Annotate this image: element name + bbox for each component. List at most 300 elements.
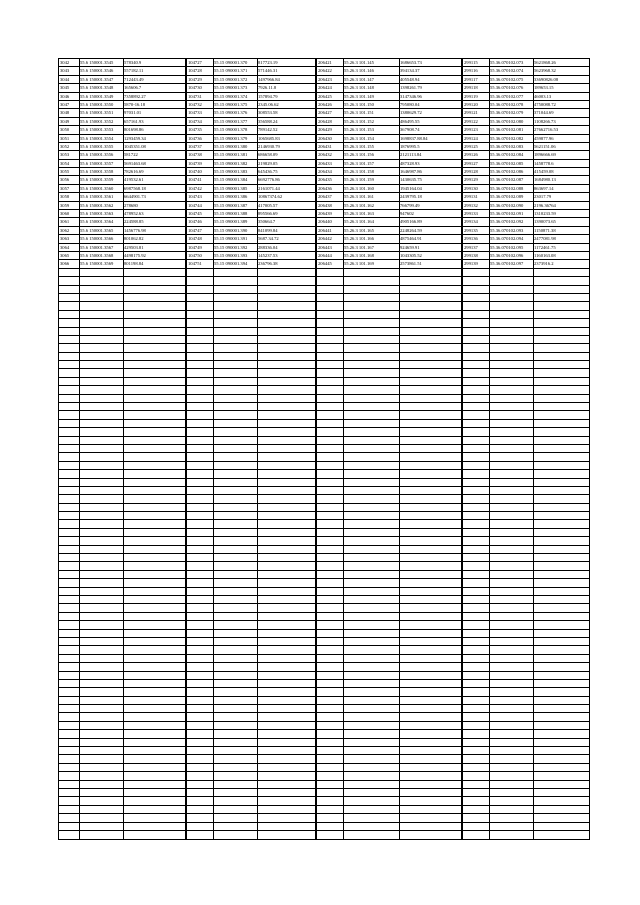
code-cell: 55.36.070102.085 bbox=[490, 160, 524, 166]
table-row bbox=[317, 411, 461, 419]
table-row bbox=[463, 688, 589, 696]
table-row bbox=[187, 302, 315, 310]
code-cell: 55.15 090001.370 bbox=[214, 60, 248, 65]
code-cell: 55.26.3 101.169 bbox=[344, 261, 374, 267]
code-cell: 55.26.3 101.154 bbox=[344, 135, 374, 141]
table-row bbox=[187, 512, 315, 520]
code-cell: 55.36.070102.093 bbox=[490, 227, 524, 233]
row-id-cell: 206441 bbox=[318, 227, 332, 233]
table-row bbox=[463, 487, 589, 495]
table-row bbox=[463, 613, 589, 621]
table-row bbox=[317, 512, 461, 520]
table-row bbox=[59, 76, 185, 84]
row-id-cell: 104745 bbox=[188, 211, 202, 217]
table-row bbox=[187, 168, 315, 176]
table-row bbox=[187, 260, 315, 268]
row-id-cell: 299115 bbox=[464, 60, 478, 65]
value-cell: 308553.58 bbox=[258, 110, 278, 116]
table-row bbox=[187, 806, 315, 814]
row-id-cell: 299129 bbox=[464, 177, 478, 183]
table-row bbox=[59, 814, 185, 822]
table-row bbox=[317, 831, 461, 839]
table-row bbox=[59, 185, 185, 193]
table-row bbox=[59, 378, 185, 386]
table-row bbox=[187, 470, 315, 478]
table-row bbox=[59, 277, 185, 285]
code-cell: 55.6 150001.3555 bbox=[80, 143, 114, 149]
value-cell: 7926.11.8 bbox=[258, 85, 277, 91]
table-row bbox=[317, 160, 461, 168]
row-id-cell: 299121 bbox=[464, 110, 478, 116]
table-row bbox=[187, 495, 315, 503]
value-cell: 367908.74 bbox=[400, 127, 420, 133]
code-cell: 55.36.070102.080 bbox=[490, 118, 524, 124]
table-row bbox=[317, 361, 461, 369]
code-cell: 55.6 150001.3548 bbox=[80, 85, 114, 91]
table-row bbox=[463, 672, 589, 680]
table-row bbox=[317, 546, 461, 554]
value-cell: 46003.13 bbox=[534, 93, 552, 99]
table-row bbox=[187, 395, 315, 403]
code-cell: 55.26.3 101.165 bbox=[344, 227, 374, 233]
value-cell: 4750088.72 bbox=[534, 101, 556, 107]
code-cell: 55.15 090001.386 bbox=[214, 194, 248, 200]
row-id-cell: 299118 bbox=[464, 85, 478, 91]
value-cell: 459877.96 bbox=[534, 135, 554, 141]
code-cell: 55.6 150001.3556 bbox=[80, 152, 114, 158]
row-id-cell: 206429 bbox=[318, 127, 332, 133]
table-row bbox=[59, 823, 185, 831]
code-cell: 55.36.070102.079 bbox=[490, 110, 524, 116]
table-row bbox=[463, 84, 589, 92]
table-row bbox=[317, 579, 461, 587]
table-row bbox=[317, 588, 461, 596]
value-cell: 429503.81 bbox=[124, 244, 144, 250]
code-cell: 55.26.3 101.166 bbox=[344, 236, 374, 242]
row-id-cell: 3048 bbox=[60, 110, 70, 116]
table-row bbox=[59, 311, 185, 319]
code-cell: 55.15 090001.384 bbox=[214, 177, 248, 183]
table-row bbox=[317, 302, 461, 310]
table-row bbox=[187, 554, 315, 562]
table-row bbox=[59, 437, 185, 445]
table-row bbox=[187, 420, 315, 428]
value-cell: 1380629.72 bbox=[400, 110, 422, 116]
table-row bbox=[59, 269, 185, 277]
table-row bbox=[59, 479, 185, 487]
table-column-block-2 bbox=[186, 58, 316, 840]
value-cell: 1108266.73 bbox=[534, 118, 556, 124]
table-row bbox=[463, 781, 589, 789]
row-id-cell: 104731 bbox=[188, 93, 202, 99]
value-cell: 417005.57 bbox=[258, 202, 278, 208]
table-row bbox=[187, 764, 315, 772]
code-cell: 55.36.070102.078 bbox=[490, 101, 524, 107]
table-row bbox=[187, 118, 315, 126]
row-id-cell: 206437 bbox=[318, 194, 332, 200]
table-row bbox=[317, 537, 461, 545]
value-cell: 10867374.62 bbox=[258, 194, 283, 200]
value-cell: 5870-16.18 bbox=[124, 101, 146, 107]
value-cell: 2573861.51 bbox=[400, 261, 422, 267]
value-cell: 3147346.96 bbox=[400, 93, 422, 99]
table-row bbox=[59, 193, 185, 201]
table-row bbox=[59, 235, 185, 243]
value-cell: 1045351.08 bbox=[124, 143, 146, 149]
code-cell: 55.15 090001.381 bbox=[214, 152, 248, 158]
table-row bbox=[59, 797, 185, 805]
value-cell: 571446.31 bbox=[258, 68, 278, 74]
value-cell: 801698.86 bbox=[124, 127, 144, 133]
value-cell: 841099.84 bbox=[258, 227, 278, 233]
code-cell: 55.36.070102.096 bbox=[490, 252, 524, 258]
value-cell: 1684980.13 bbox=[534, 177, 556, 183]
table-row bbox=[187, 579, 315, 587]
table-row bbox=[463, 495, 589, 503]
row-id-cell: 206426 bbox=[318, 101, 332, 107]
table-row bbox=[463, 630, 589, 638]
table-row bbox=[59, 84, 185, 92]
table-row bbox=[463, 713, 589, 721]
code-cell: 55.6 150001.3549 bbox=[80, 93, 114, 99]
table-row bbox=[187, 713, 315, 721]
row-id-cell: 104732 bbox=[188, 101, 202, 107]
row-id-cell: 3061 bbox=[60, 219, 70, 225]
value-cell: 415459.08 bbox=[534, 169, 554, 175]
table-row bbox=[59, 713, 185, 721]
table-row bbox=[317, 76, 461, 84]
table-row bbox=[317, 319, 461, 327]
value-cell: 350664.7 bbox=[258, 219, 276, 225]
table-row bbox=[187, 755, 315, 763]
table-row bbox=[317, 193, 461, 201]
table-row bbox=[187, 286, 315, 294]
table-row bbox=[59, 286, 185, 294]
table-row bbox=[59, 772, 185, 780]
table-row bbox=[59, 571, 185, 579]
value-cell: 1430635.75 bbox=[400, 177, 422, 183]
table-row bbox=[317, 344, 461, 352]
table-row bbox=[463, 59, 589, 67]
table-row bbox=[59, 319, 185, 327]
row-id-cell: 3060 bbox=[60, 211, 70, 217]
code-cell: 55.26.3 101.155 bbox=[344, 143, 374, 149]
table-row bbox=[317, 168, 461, 176]
table-row bbox=[317, 151, 461, 159]
row-id-cell: 3055 bbox=[60, 169, 70, 175]
table-row bbox=[317, 663, 461, 671]
value-cell: 2146930.79 bbox=[258, 143, 280, 149]
table-row bbox=[317, 176, 461, 184]
table-row bbox=[59, 688, 185, 696]
table-row bbox=[187, 445, 315, 453]
code-cell: 55.15 090001.390 bbox=[214, 227, 248, 233]
value-cell: 5623968.32 bbox=[534, 68, 556, 74]
table-row bbox=[187, 403, 315, 411]
code-cell: 55.26.3 101.160 bbox=[344, 185, 374, 191]
row-id-cell: 104730 bbox=[188, 85, 202, 91]
table-row bbox=[317, 571, 461, 579]
table-row bbox=[317, 244, 461, 252]
table-row bbox=[187, 453, 315, 461]
value-cell: 1310233.59 bbox=[534, 211, 556, 217]
table-row bbox=[187, 218, 315, 226]
table-row bbox=[463, 311, 589, 319]
table-row bbox=[187, 613, 315, 621]
row-id-cell: 3062 bbox=[60, 227, 70, 233]
row-id-cell: 104743 bbox=[188, 194, 202, 200]
table-row bbox=[59, 428, 185, 436]
table-row bbox=[59, 353, 185, 361]
table-row bbox=[463, 302, 589, 310]
code-cell: 55.36.070102.083 bbox=[490, 143, 524, 149]
table-row bbox=[317, 84, 461, 92]
table-row bbox=[317, 705, 461, 713]
table-row bbox=[187, 697, 315, 705]
value-cell: 1390073.65 bbox=[534, 219, 556, 225]
value-cell: 288336.04 bbox=[258, 244, 278, 250]
row-id-cell: 299134 bbox=[464, 219, 478, 225]
table-row bbox=[463, 546, 589, 554]
row-id-cell: 3059 bbox=[60, 202, 70, 208]
value-cell: 27662716.53 bbox=[534, 127, 559, 133]
table-row bbox=[317, 789, 461, 797]
row-id-cell: 206428 bbox=[318, 118, 332, 124]
table-row bbox=[187, 562, 315, 570]
table-row bbox=[317, 470, 461, 478]
table-row bbox=[187, 646, 315, 654]
table-row bbox=[187, 235, 315, 243]
table-row bbox=[317, 630, 461, 638]
table-row bbox=[317, 621, 461, 629]
code-cell: 55.26.3 101.157 bbox=[344, 160, 374, 166]
table-row bbox=[59, 646, 185, 654]
table-row bbox=[463, 286, 589, 294]
code-cell: 55.6 150001.3562 bbox=[80, 202, 114, 208]
table-row bbox=[59, 487, 185, 495]
value-cell: 863697.14 bbox=[534, 185, 554, 191]
table-row bbox=[317, 210, 461, 218]
table-row bbox=[463, 831, 589, 839]
table-row bbox=[317, 520, 461, 528]
table-row bbox=[187, 630, 315, 638]
value-cell: 165606.7 bbox=[124, 85, 142, 91]
table-row bbox=[463, 244, 589, 252]
code-cell: 55.36.070102.075 bbox=[490, 76, 524, 82]
table-row bbox=[463, 93, 589, 101]
value-cell: 1150871.38 bbox=[534, 227, 556, 233]
table-row bbox=[187, 797, 315, 805]
row-id-cell: 104746 bbox=[188, 219, 202, 225]
table-row bbox=[463, 739, 589, 747]
value-cell: 5621868.26 bbox=[534, 60, 556, 65]
value-cell: 97031.01 bbox=[124, 110, 142, 116]
code-cell: 55.15 090001.387 bbox=[214, 202, 248, 208]
table-row bbox=[187, 604, 315, 612]
table-row bbox=[463, 621, 589, 629]
code-cell: 55.36.070102.084 bbox=[490, 152, 524, 158]
table-row bbox=[463, 697, 589, 705]
table-row bbox=[463, 118, 589, 126]
table-row bbox=[59, 495, 185, 503]
value-cell: 1398261.79 bbox=[400, 85, 422, 91]
table-row bbox=[317, 369, 461, 377]
value-cell: 7358892.27 bbox=[124, 93, 146, 99]
table-row bbox=[463, 445, 589, 453]
table-row bbox=[187, 193, 315, 201]
table-row bbox=[463, 638, 589, 646]
row-id-cell: 206424 bbox=[318, 85, 332, 91]
table-row bbox=[187, 487, 315, 495]
row-id-cell: 206442 bbox=[318, 236, 332, 242]
table-row bbox=[463, 772, 589, 780]
row-id-cell: 206443 bbox=[318, 244, 332, 250]
code-cell: 55.36.070102.095 bbox=[490, 244, 524, 250]
value-cell: 801198.84 bbox=[124, 261, 144, 267]
table-row bbox=[463, 319, 589, 327]
row-id-cell: 104751 bbox=[188, 261, 202, 267]
value-cell: 487328.93 bbox=[400, 160, 420, 166]
table-row bbox=[187, 730, 315, 738]
table-row bbox=[187, 520, 315, 528]
table-row bbox=[317, 227, 461, 235]
row-id-cell: 206440 bbox=[318, 219, 332, 225]
row-id-cell: 206421 bbox=[318, 60, 332, 65]
table-row bbox=[317, 294, 461, 302]
row-id-cell: 206434 bbox=[318, 169, 332, 175]
table-row bbox=[187, 143, 315, 151]
table-row bbox=[463, 663, 589, 671]
table-row bbox=[463, 218, 589, 226]
table-row bbox=[317, 529, 461, 537]
code-cell: 55.36.070102.090 bbox=[490, 202, 524, 208]
value-cell: 1458778.6 bbox=[534, 160, 554, 166]
table-row bbox=[463, 235, 589, 243]
table-row bbox=[317, 328, 461, 336]
code-cell: 55.26.3 101.149 bbox=[344, 93, 374, 99]
table-row bbox=[187, 529, 315, 537]
table-row bbox=[317, 420, 461, 428]
value-cell: 224588.85 bbox=[124, 219, 144, 225]
table-row bbox=[59, 260, 185, 268]
row-id-cell: 104727 bbox=[188, 60, 202, 65]
code-cell: 55.26.3 101.146 bbox=[344, 68, 374, 74]
table-row bbox=[463, 504, 589, 512]
row-id-cell: 3064 bbox=[60, 244, 70, 250]
table-row bbox=[187, 479, 315, 487]
code-cell: 55.15 090001.377 bbox=[214, 118, 248, 124]
code-cell: 55.36.070102.097 bbox=[490, 261, 524, 267]
table-row bbox=[59, 135, 185, 143]
code-cell: 55.6 150001.3566 bbox=[80, 236, 114, 242]
code-cell: 55.6 150001.3558 bbox=[80, 169, 114, 175]
table-row bbox=[463, 109, 589, 117]
table-row bbox=[317, 67, 461, 75]
table-row bbox=[187, 185, 315, 193]
code-cell: 55.26.3 101.164 bbox=[344, 219, 374, 225]
table-row bbox=[463, 680, 589, 688]
row-id-cell: 104733 bbox=[188, 110, 202, 116]
table-row bbox=[187, 386, 315, 394]
row-id-cell: 206422 bbox=[318, 68, 332, 74]
value-cell: 1293459.34 bbox=[124, 135, 146, 141]
table-row bbox=[463, 655, 589, 663]
table-row bbox=[59, 143, 185, 151]
table-row bbox=[463, 529, 589, 537]
table-row bbox=[59, 386, 185, 394]
code-cell: 55.15 090001.373 bbox=[214, 85, 248, 91]
row-id-cell: 206445 bbox=[318, 261, 332, 267]
table-row bbox=[463, 260, 589, 268]
table-row bbox=[463, 470, 589, 478]
code-cell: 55.6 150001.3569 bbox=[80, 261, 114, 267]
row-id-cell: 206427 bbox=[318, 110, 332, 116]
row-id-cell: 206439 bbox=[318, 211, 332, 217]
table-row bbox=[463, 353, 589, 361]
code-cell: 55.15 090001.379 bbox=[214, 135, 248, 141]
value-cell: 4875464.91 bbox=[400, 236, 422, 242]
value-cell: 1456776.98 bbox=[124, 227, 146, 233]
table-row bbox=[59, 403, 185, 411]
table-row bbox=[317, 143, 461, 151]
table-row bbox=[59, 420, 185, 428]
value-cell: 801062.82 bbox=[124, 236, 144, 242]
table-row bbox=[59, 697, 185, 705]
table-row bbox=[187, 814, 315, 822]
value-cell: 6692776.86 bbox=[258, 177, 280, 183]
row-id-cell: 3047 bbox=[60, 101, 70, 107]
code-cell: 55.26.3 101.153 bbox=[344, 127, 374, 133]
table-row bbox=[187, 353, 315, 361]
table-row bbox=[187, 823, 315, 831]
value-cell: 795080.04 bbox=[400, 101, 420, 107]
table-row bbox=[317, 353, 461, 361]
row-id-cell: 206444 bbox=[318, 252, 332, 258]
table-row bbox=[463, 67, 589, 75]
table-row bbox=[59, 529, 185, 537]
table-row bbox=[317, 311, 461, 319]
table-row bbox=[463, 336, 589, 344]
value-cell: 2477081.98 bbox=[534, 236, 556, 242]
value-cell: 1646987.86 bbox=[400, 169, 422, 175]
code-cell: 55.36.070102.087 bbox=[490, 177, 524, 183]
code-cell: 55.26.3 101.162 bbox=[344, 202, 374, 208]
table-row bbox=[187, 328, 315, 336]
table-row bbox=[463, 705, 589, 713]
table-row bbox=[59, 537, 185, 545]
value-cell: 478952.63 bbox=[124, 211, 144, 217]
table-row bbox=[317, 672, 461, 680]
table-row bbox=[463, 537, 589, 545]
table-row bbox=[187, 781, 315, 789]
row-id-cell: 299122 bbox=[464, 118, 478, 124]
row-id-cell: 3066 bbox=[60, 261, 70, 267]
table-row bbox=[187, 67, 315, 75]
table-row bbox=[463, 797, 589, 805]
table-row bbox=[59, 672, 185, 680]
value-cell: 817723.19 bbox=[258, 60, 278, 65]
value-cell: 578340.9 bbox=[124, 60, 142, 65]
value-cell: 924659.91 bbox=[400, 244, 420, 250]
table-row bbox=[463, 210, 589, 218]
table-row bbox=[59, 504, 185, 512]
table-row bbox=[187, 319, 315, 327]
table-row bbox=[463, 596, 589, 604]
row-id-cell: 206430 bbox=[318, 135, 332, 141]
table-row bbox=[59, 638, 185, 646]
table-row bbox=[317, 722, 461, 730]
value-cell: 1698837.88.84 bbox=[400, 135, 428, 141]
